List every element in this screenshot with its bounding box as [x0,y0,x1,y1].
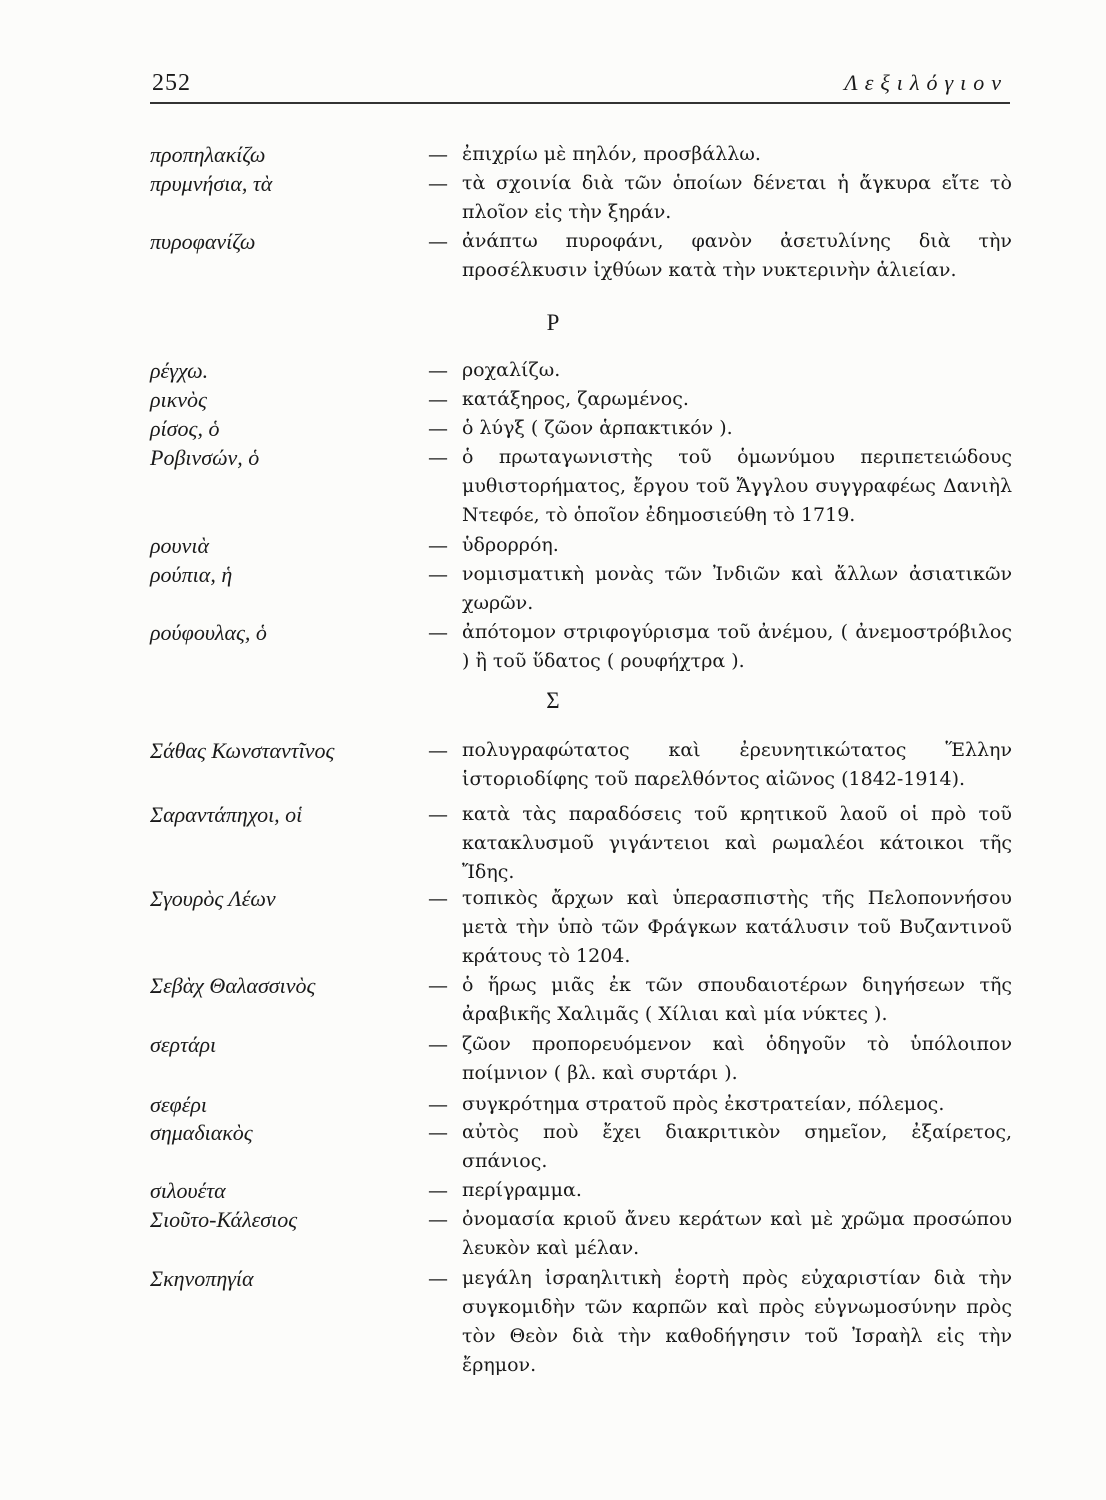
entry-term: Σάθας Κωνσταντῖνος [150,738,335,763]
entry-definition: ζῶον προπορευόμενον καὶ ὁδηγοῦν τὸ ὑπόλοιπον ποίμνιον ( βλ. καὶ συρτάρι ). [462,1033,1012,1084]
entry-term: Σγουρὸς Λέων [150,886,276,911]
entry-definition: κατὰ τὰς παραδόσεις τοῦ κρητικοῦ λαοῦ οἱ πρὸ τοῦ κατακλυσμοῦ γιγάντειοι καὶ ρωμαλέοι κάτοικοι τῆς Ἴδης. [462,803,1012,883]
entry-definition: μεγάλη ἰσραηλιτικὴ ἑορτὴ πρὸς εὐχαριστίαν διὰ τὴν συγκομιδὴν τῶν καρπῶν καὶ πρὸς εὐγνωμοσύνην πρὸς τὸν Θεὸν διὰ τὴν καθοδήγησιν τοῦ Ἰσραὴλ εἰς τὴν ἔρημον. [462,1267,1012,1376]
entry-definition: τὰ σχοινία διὰ τῶν ὁποίων δένεται ἡ ἄγκυρα εἴτε τὸ πλοῖον εἰς τὴν ξηράν. [462,172,1012,223]
entry-dash: — [428,620,448,644]
entry-dash: — [428,886,448,910]
entry-definition: αὐτὸς ποὺ ἔχει διακριτικὸν σημεῖον, ἐξαίρετος, σπάνιος. [462,1121,1012,1172]
entry-term: Σκηνοπηγία [150,1266,254,1291]
entry-dash: — [428,445,448,469]
entry-term: Σιοῦτο-Κάλεσιος [150,1207,298,1232]
entry-definition: ἀπότομον στριφογύρισμα τοῦ ἀνέμου, ( ἀνεμοστρόβιλος ) ἢ τοῦ ὕδατος ( ρουφήχτρα ). [462,621,1012,672]
page-number: 252 [152,70,191,96]
entry-term: ρουνιὰ [150,533,210,558]
entry-term: Ροβινσών, ὁ [150,445,260,470]
entry-term: Σεβὰχ Θαλασσινὸς [150,973,316,998]
entry-dash: — [428,358,448,382]
entry-dash: — [428,1032,448,1056]
entry-dash: — [428,1120,448,1144]
entry-term: σεφέρι [150,1092,208,1117]
entry-dash: — [428,973,448,997]
entry-definition: νομισματικὴ μονὰς τῶν Ἰνδιῶν καὶ ἄλλων ἀσιατικῶν χωρῶν. [462,563,1012,614]
entry-term: πυροφανίζω [150,229,256,254]
entry-definition: τοπικὸς ἄρχων καὶ ὑπερασπιστὴς τῆς Πελοποννήσου μετὰ τὴν ὑπὸ τῶν Φράγκων κατάλυσιν τοῦ Βυζαντινοῦ κράτους τὸ 1204. [462,887,1012,967]
entry-term: πρυμνήσια, τὰ [150,171,273,196]
entry-dash: — [428,142,448,166]
entry-dash: — [428,738,448,762]
entry-dash: — [428,1092,448,1116]
entry-dash: — [428,416,448,440]
entry-term: προπηλακίζω [150,142,266,167]
entry-dash: — [428,562,448,586]
entry-term: σερτάρι [150,1032,217,1057]
entry-term: σιλουέτα [150,1178,226,1203]
entry-definition: περίγραμμα. [462,1179,582,1201]
entry-dash: — [428,1178,448,1202]
entry-term: ρικνὸς [150,387,207,412]
entry-term: ρέγχω. [150,358,209,383]
entry-term: Σαραντάπηχοι, οἱ [150,802,303,827]
entry-term: ρίσος, ὁ [150,416,220,441]
entry-dash: — [428,802,448,826]
entry-definition: πολυγραφώτατος καὶ ἐρευνητικώτατος Ἕλλην ἱστοριοδίφης τοῦ παρελθόντος αἰῶνος (1842-1914). [462,739,1012,790]
entry-dash: — [428,171,448,195]
entry-definition: ὑδρορρόη. [462,534,559,556]
entry-term: ρούφουλας, ὁ [150,620,267,645]
entry-dash: — [428,229,448,253]
entry-definition: κατάξηρος, ζαρωμένος. [462,388,689,410]
entry-dash: — [428,1207,448,1231]
entry-definition: ροχαλίζω. [462,359,561,381]
entry-dash: — [428,1266,448,1290]
entry-dash: — [428,387,448,411]
entry-definition: ἐπιχρίω μὲ πηλόν, προσβάλλω. [462,143,761,165]
entry-term: ρούπια, ἡ [150,562,233,587]
entry-definition: ὁ πρωταγωνιστὴς τοῦ ὁμωνύμου περιπετειώδους μυθιστορήματος, ἔργου τοῦ Ἄγγλου συγγραφέως Δανιὴλ Ντεφόε, τὸ ὁποῖον ἐδημοσιεύθη τὸ 1719. [462,446,1012,526]
entry-term: σημαδιακὸς [150,1120,253,1145]
entry-definition: ἀνάπτω πυροφάνι, φανὸν ἀσετυλίνης διὰ τὴν προσέλκυσιν ἰχθύων κατὰ τὴν νυκτερινὴν ἁλιείαν. [462,230,1012,281]
entry-dash: — [428,533,448,557]
entry-definition: ὀνομασία κριοῦ ἄνευ κεράτων καὶ μὲ χρῶμα προσώπου λευκὸν καὶ μέλαν. [462,1208,1012,1259]
entry-definition: ὁ ἥρως μιᾶς ἐκ τῶν σπουδαιοτέρων διηγήσεων τῆς ἀραβικῆς Χαλιμᾶς ( Χίλιαι καὶ μία νύκτες ). [462,974,1012,1025]
section-letter: Σ [546,688,560,713]
section-letter: Ρ [546,310,560,335]
running-title: Λεξιλόγιον [844,70,1008,95]
entry-definition: συγκρότημα στρατοῦ πρὸς ἐκστρατείαν, πόλεμος. [462,1093,945,1115]
entry-definition: ὁ λύγξ ( ζῶον ἁρπακτικόν ). [462,417,733,439]
